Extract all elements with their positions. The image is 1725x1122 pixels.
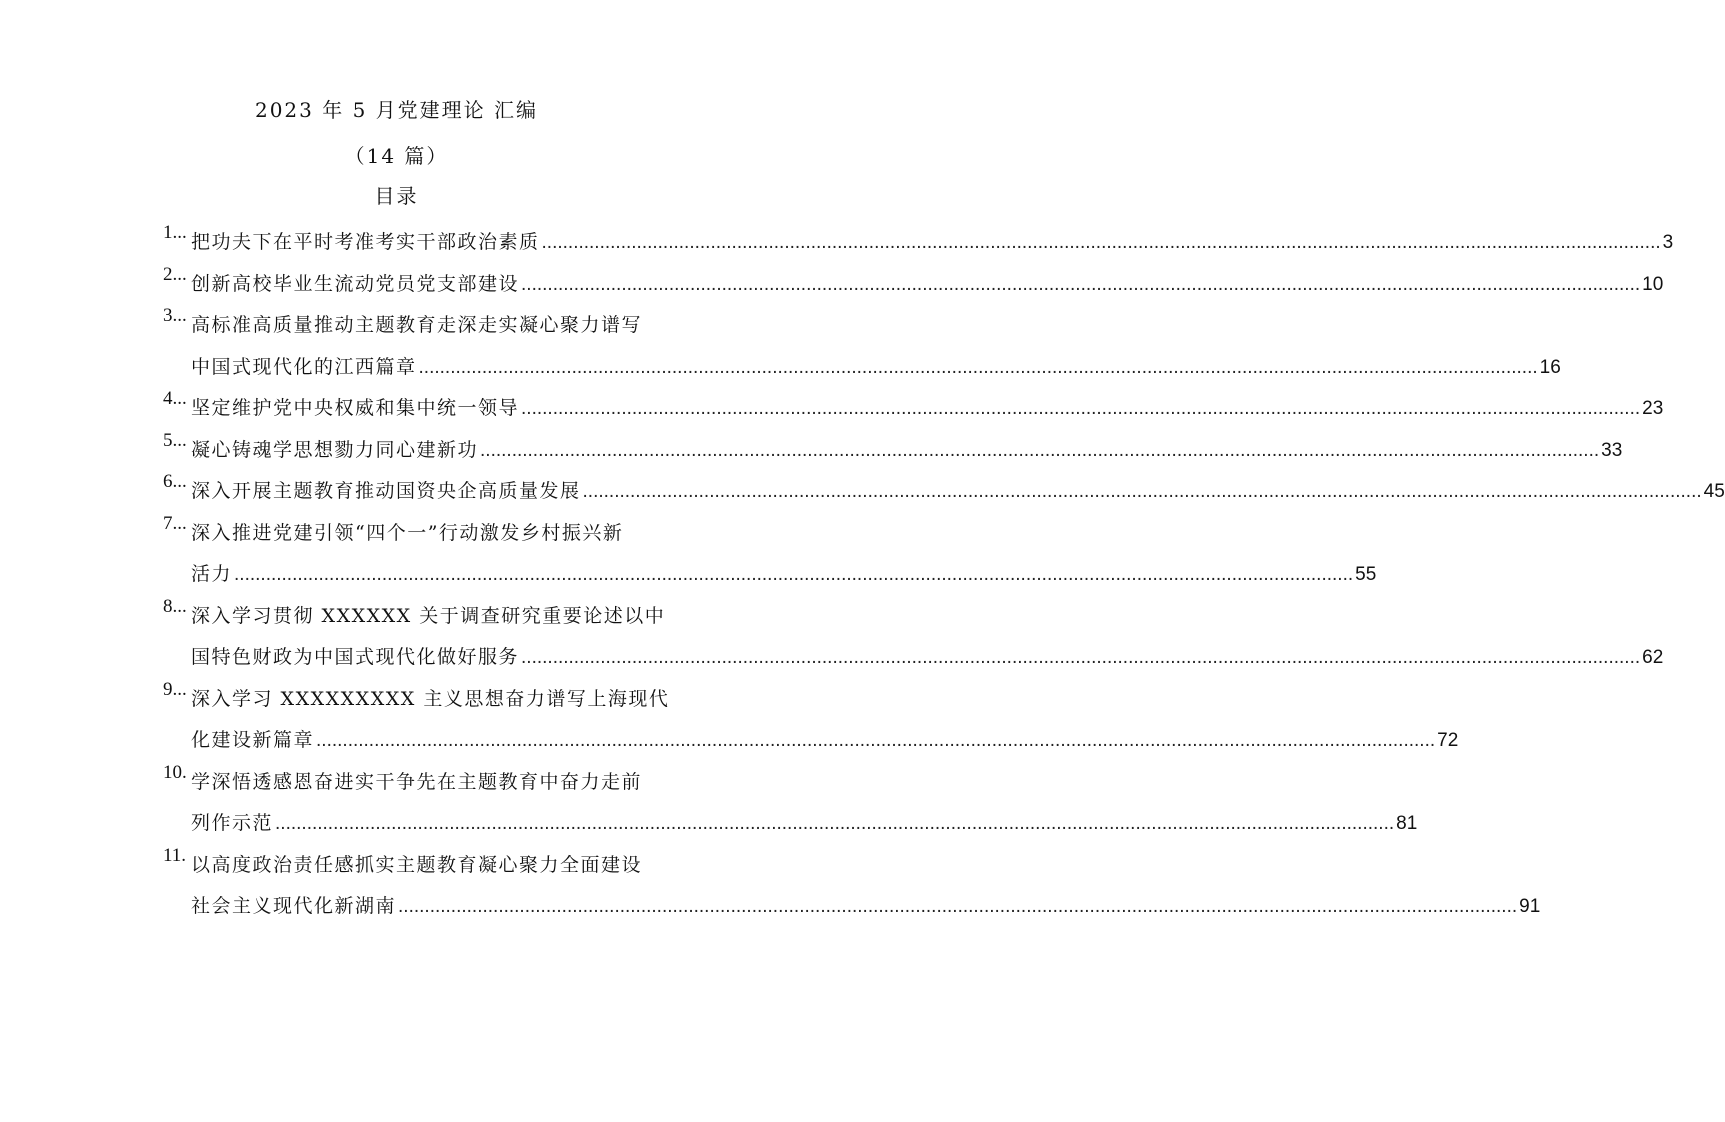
toc-leader-dots (275, 803, 1394, 845)
toc-page-number: 45 (1703, 481, 1725, 502)
toc-entry[interactable] (163, 222, 1674, 264)
toc-entry-number: 5... (163, 429, 187, 451)
toc-entry-number: 3... (163, 305, 187, 326)
toc-entry-title: 化建设新篇章 (191, 729, 315, 751)
toc-leader-dots (521, 264, 1640, 306)
toc-entry-title: 高标准高质量推动主题教育走深走实凝心聚力谱写 (191, 314, 643, 336)
toc-leader-dots (398, 886, 1517, 928)
toc-entry[interactable] (163, 844, 1541, 928)
toc-entry-title: 把功夫下在平时考准考实干部政治素质 (191, 231, 540, 253)
toc-entry[interactable] (163, 263, 1664, 306)
toc-entry-title: 社会主义现代化新湖南 (191, 895, 397, 917)
toc-page-number: 33 (1601, 439, 1623, 461)
toc-leader-dots (583, 471, 1702, 513)
toc-page-number: 62 (1642, 647, 1664, 668)
toc-entry-title: 活力 (191, 563, 233, 585)
toc-leader-dots (419, 347, 1538, 389)
toc-page-number: 10 (1642, 273, 1664, 295)
toc-leader-dots (316, 720, 1435, 762)
toc-leader-dots (234, 554, 1353, 596)
toc-entry[interactable] (163, 388, 1664, 430)
toc-leader-dots (480, 430, 1599, 472)
toc-page-number: 16 (1539, 356, 1561, 378)
toc-entry-title: 深入开展主题教育推动国资央企高质量发展 (191, 480, 581, 502)
toc-page-number: 72 (1437, 730, 1459, 751)
toc-leader-dots (521, 637, 1640, 679)
toc-entry[interactable] (163, 512, 1377, 596)
toc-entry[interactable] (163, 678, 1459, 762)
toc-entry-number: 2... (163, 263, 187, 285)
toc-entry-title: 以高度政治责任感抓实主题教育凝心聚力全面建设 (191, 853, 643, 876)
toc-entry-number: 4... (163, 388, 187, 409)
toc-entry[interactable] (163, 471, 1725, 513)
toc-leader-dots (542, 222, 1661, 264)
document-subtitle: （14 篇） (344, 144, 449, 168)
toc-entry-title: 创新高校毕业生流动党员党支部建设 (191, 272, 520, 295)
table-of-contents (163, 222, 1725, 928)
toc-entry-title: 深入推进党建引领“四个一”行动激发乡村振兴新 (191, 521, 624, 544)
toc-page-number: 91 (1519, 896, 1541, 917)
toc-entry-title: 深入学习 XXXXXXXXX 主义思想奋力谱写上海现代 (191, 687, 670, 710)
toc-page-number: 23 (1642, 398, 1664, 419)
toc-page-number: 81 (1396, 813, 1418, 834)
toc-entry-number: 6... (163, 471, 187, 492)
toc-entry-title: 坚定维护党中央权威和集中统一领导 (191, 397, 520, 419)
toc-page-number: 3 (1662, 232, 1674, 253)
toc-page-number: 55 (1355, 564, 1377, 585)
toc-entry-title: 学深悟透感恩奋进实干争先在主题教育中奋力走前 (191, 770, 643, 793)
toc-entry-title: 国特色财政为中国式现代化做好服务 (191, 646, 520, 668)
toc-entry-title: 凝心铸魂学思想勠力同心建新功 (191, 438, 479, 461)
toc-entry-number: 7... (163, 512, 187, 534)
toc-entry[interactable] (163, 595, 1664, 679)
toc-heading: 目录 (374, 184, 419, 208)
toc-entry-title: 中国式现代化的江西篇章 (191, 355, 417, 378)
toc-entry-title: 深入学习贯彻 XXXXXX 关于调查研究重要论述以中 (191, 604, 666, 627)
toc-entry-number: 8... (163, 595, 187, 617)
toc-entry[interactable] (163, 305, 1561, 388)
toc-entry-number: 1... (163, 222, 187, 243)
toc-entry-title: 列作示范 (191, 812, 274, 834)
document-title: 2023 年 5 月党建理论 汇编 (254, 98, 539, 122)
toc-entry[interactable] (163, 429, 1623, 472)
toc-leader-dots (521, 388, 1640, 430)
toc-entry-number: 11. (163, 844, 187, 866)
toc-entry-number: 10. (163, 761, 187, 783)
toc-entry[interactable] (163, 761, 1418, 845)
toc-entry-number: 9... (163, 678, 187, 700)
